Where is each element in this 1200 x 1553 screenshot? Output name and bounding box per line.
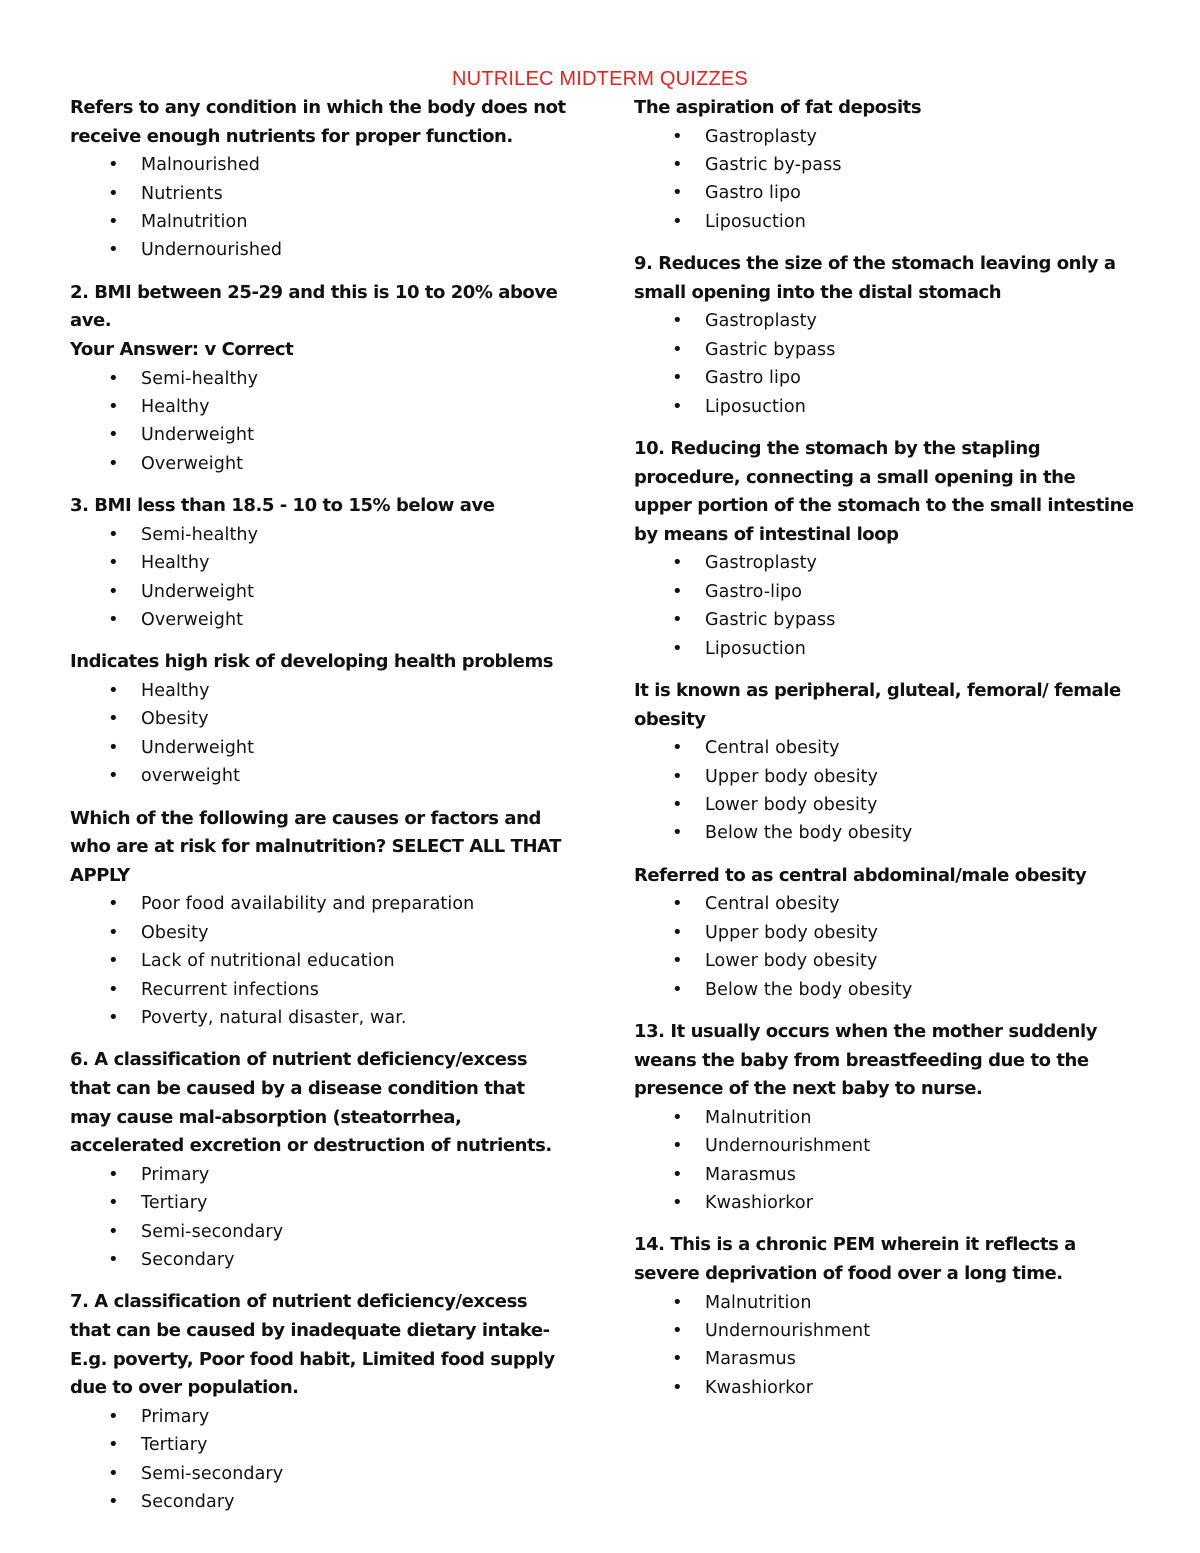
answer-option: • Tertiary xyxy=(70,1189,570,1217)
answer-options xyxy=(634,734,1134,848)
answer-option: • Poor food availability and preparation xyxy=(70,890,570,918)
answer-options xyxy=(634,549,1134,663)
quiz-question xyxy=(70,492,570,634)
question-prompt: The aspiration of fat deposits xyxy=(634,97,922,118)
answer-option: • Marasmus xyxy=(634,1161,1134,1189)
question-prompt: 2. BMI between 25-29 and this is 10 to 20% above ave. xyxy=(70,281,558,332)
answer-option: • Gastro lipo xyxy=(634,364,1134,392)
question-prompt: Refers to any condition in which the body does not receive enough nutrients for proper function. xyxy=(70,97,566,147)
answer-option: • Undernourishment xyxy=(634,1132,1134,1160)
answer-option: • Kwashiorkor xyxy=(634,1189,1134,1217)
answer-option: • Semi-secondary xyxy=(70,1460,570,1488)
answer-option: • Upper body obesity xyxy=(634,919,1134,947)
answer-option: • Recurrent infections xyxy=(70,976,570,1004)
answer-option: • Malnutrition xyxy=(634,1104,1134,1132)
answer-option: • Underweight xyxy=(70,734,570,762)
quiz-question xyxy=(70,1288,570,1516)
answer-option: • Overweight xyxy=(70,606,570,634)
answer-options xyxy=(634,307,1134,421)
answer-option: • Lack of nutritional education xyxy=(70,947,570,975)
question-text xyxy=(634,250,1134,307)
answer-option: • Gastroplasty xyxy=(634,549,1134,577)
answer-option: • Semi-healthy xyxy=(70,365,570,393)
answer-option: • Undernourishment xyxy=(634,1317,1134,1345)
answer-options xyxy=(634,890,1134,1004)
quiz-question xyxy=(70,279,570,478)
answer-options xyxy=(634,1289,1134,1403)
answer-option: • Gastroplasty xyxy=(634,307,1134,335)
answer-option: • Obesity xyxy=(70,919,570,947)
answer-option: • Secondary xyxy=(70,1488,570,1516)
answer-options xyxy=(70,890,570,1032)
quiz-question xyxy=(634,862,1134,1004)
answer-option: • Marasmus xyxy=(634,1345,1134,1373)
right-column xyxy=(634,94,1134,1416)
question-prompt: 9. Reduces the size of the stomach leaving only a small opening into the distal stomach xyxy=(634,253,1116,303)
answer-option: • Below the body obesity xyxy=(634,976,1134,1004)
question-prompt: Referred to as central abdominal/male obesity xyxy=(634,864,1087,886)
question-prompt: 10. Reducing the stomach by the stapling procedure, connecting a small opening in the upper portion of the stomach to the small intestine by means of intestinal loop xyxy=(634,438,1134,545)
answer-option: • Healthy xyxy=(70,393,570,421)
answer-option: • Below the body obesity xyxy=(634,819,1134,847)
quiz-question xyxy=(634,94,1134,236)
answer-option: • overweight xyxy=(70,762,570,790)
answer-options xyxy=(70,1403,570,1517)
answer-option: • Gastro-lipo xyxy=(634,578,1134,606)
answer-option: • Semi-healthy xyxy=(70,521,570,549)
answer-option: • Lower body obesity xyxy=(634,947,1134,975)
quiz-question xyxy=(634,1231,1134,1402)
question-text xyxy=(70,94,570,151)
question-text xyxy=(70,279,570,365)
document-title: NUTRILEC MIDTERM QUIZZES xyxy=(452,68,748,90)
answer-options xyxy=(634,1104,1134,1218)
answer-option: • Underweight xyxy=(70,421,570,449)
question-text xyxy=(634,1231,1134,1288)
answer-option: • Liposuction xyxy=(634,393,1134,421)
question-text xyxy=(70,492,570,521)
answer-option: • Primary xyxy=(70,1403,570,1431)
question-prompt: Which of the following are causes or factors and who are at risk for malnutrition? SELECT ALL THAT APPLY xyxy=(70,807,561,886)
answer-option: • Malnutrition xyxy=(634,1289,1134,1317)
answer-option: • Overweight xyxy=(70,450,570,478)
answer-option: • Upper body obesity xyxy=(634,763,1134,791)
answer-option: • Undernourished xyxy=(70,236,570,264)
question-prompt: 7. A classification of nutrient deficiency/excess that can be caused by inadequate dietary intake-E.g. poverty, Poor food habit, Limited food supply due to over population. xyxy=(70,1291,555,1399)
answer-options xyxy=(70,365,570,479)
answer-option: • Gastric bypass xyxy=(634,606,1134,634)
answer-option: • Liposuction xyxy=(634,208,1134,236)
answer-option: • Tertiary xyxy=(70,1431,570,1459)
answer-options xyxy=(634,123,1134,237)
question-prompt: 6. A classification of nutrient deficiency/excess that can be caused by a disease condition that may cause mal-absorption (steatorrhea, accelerated excretion or destruction of nutrients. xyxy=(70,1049,552,1157)
left-column xyxy=(70,94,570,1530)
quiz-question xyxy=(70,648,570,790)
answer-option: • Malnutrition xyxy=(70,208,570,236)
answer-option: • Poverty, natural disaster, war. xyxy=(70,1004,570,1032)
question-text xyxy=(634,94,1134,123)
answer-options xyxy=(70,521,570,635)
answer-option: • Gastroplasty xyxy=(634,123,1134,151)
quiz-question xyxy=(634,1018,1134,1217)
answer-option: • Healthy xyxy=(70,549,570,577)
quiz-question xyxy=(634,250,1134,421)
question-text xyxy=(70,1288,570,1402)
answer-option: • Underweight xyxy=(70,578,570,606)
quiz-question xyxy=(70,94,570,265)
answer-option: • Secondary xyxy=(70,1246,570,1274)
question-text xyxy=(634,862,1134,891)
answer-option: • Nutrients xyxy=(70,180,570,208)
answer-option: • Gastro lipo xyxy=(634,179,1134,207)
question-prompt: 13. It usually occurs when the mother suddenly weans the baby from breastfeeding due to the presence of the next baby to nurse. xyxy=(634,1021,1097,1100)
question-text xyxy=(634,435,1134,549)
question-text xyxy=(634,1018,1134,1104)
quiz-question xyxy=(634,435,1134,663)
answer-option: • Malnourished xyxy=(70,151,570,179)
answer-options xyxy=(70,1161,570,1275)
answer-option: • Lower body obesity xyxy=(634,791,1134,819)
answer-option: • Semi-secondary xyxy=(70,1218,570,1246)
quiz-question xyxy=(70,805,570,1033)
answer-option: • Primary xyxy=(70,1161,570,1189)
quiz-question xyxy=(634,677,1134,848)
answer-option: • Central obesity xyxy=(634,734,1134,762)
question-prompt: 14. This is a chronic PEM wherein it reflects a severe deprivation of food over a long time. xyxy=(634,1234,1076,1285)
question-prompt: It is known as peripheral, gluteal, femoral/ female obesity xyxy=(634,680,1121,730)
question-prompt: Indicates high risk of developing health problems xyxy=(70,651,554,673)
answer-option: • Healthy xyxy=(70,677,570,705)
question-text xyxy=(70,1046,570,1160)
answer-options xyxy=(70,151,570,265)
answer-option: • Gastric by-pass xyxy=(634,151,1134,179)
quiz-question xyxy=(70,1046,570,1274)
answer-status: Your Answer: v Correct xyxy=(70,339,294,360)
answer-options xyxy=(70,677,570,791)
answer-option: • Gastric bypass xyxy=(634,336,1134,364)
question-text xyxy=(70,805,570,891)
answer-option: • Kwashiorkor xyxy=(634,1374,1134,1402)
question-text xyxy=(70,648,570,677)
answer-option: • Central obesity xyxy=(634,890,1134,918)
answer-option: • Liposuction xyxy=(634,635,1134,663)
question-prompt: 3. BMI less than 18.5 - 10 to 15% below ave xyxy=(70,495,495,517)
question-text xyxy=(634,677,1134,734)
answer-option: • Obesity xyxy=(70,705,570,733)
